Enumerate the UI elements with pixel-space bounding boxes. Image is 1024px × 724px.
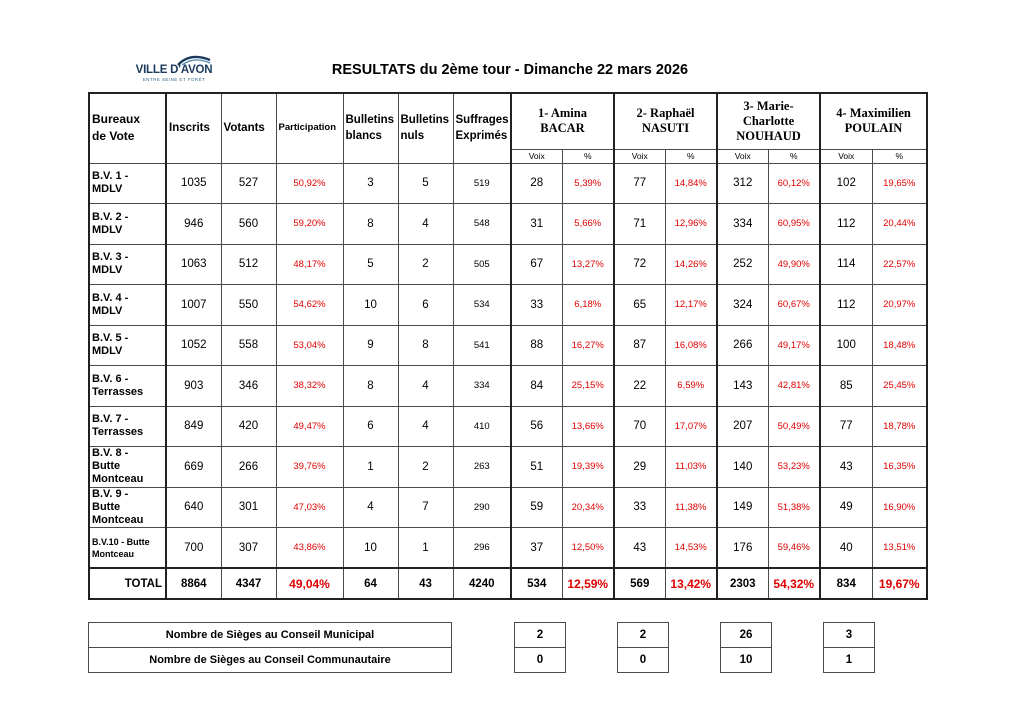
bureau-name: B.V. 5 - MDLV [89,325,166,366]
total-pct: 19,67% [872,568,927,599]
votants-cell: 527 [221,163,276,204]
subheader-voix: Voix [717,149,768,163]
participation-cell: 43,86% [276,528,343,569]
seats-municipal-label: Nombre de Sièges au Conseil Municipal [88,622,452,648]
exprimes-cell: 541 [453,325,511,366]
subheader-voix: Voix [614,149,665,163]
inscrits-cell: 669 [166,447,221,488]
logo-name: VILLE D'AVON [135,64,213,76]
pct-cell: 5,66% [562,204,614,245]
table-row [89,366,927,407]
pct-cell: 12,50% [562,528,614,569]
pct-cell: 42,81% [768,366,820,407]
pct-cell: 60,67% [768,285,820,326]
total-voix: 2303 [717,568,768,599]
inscrits-cell: 946 [166,204,221,245]
table-row [89,285,927,326]
pct-cell: 16,08% [665,325,717,366]
header-blancs: Bulletins blancs [343,93,398,163]
blancs-cell: 1 [343,447,398,488]
total-inscrits: 8864 [166,568,221,599]
nuls-cell: 2 [398,244,453,285]
nuls-cell: 7 [398,487,453,528]
inscrits-cell: 1035 [166,163,221,204]
seats-municipal-nasuti: 2 [617,622,669,648]
voix-cell: 112 [820,204,872,245]
total-blancs: 64 [343,568,398,599]
nuls-cell: 5 [398,163,453,204]
subheader-pct: % [665,149,717,163]
table-row [89,163,927,204]
table-row [89,528,927,569]
pct-cell: 6,59% [665,366,717,407]
participation-cell: 54,62% [276,285,343,326]
voix-cell: 102 [820,163,872,204]
voix-cell: 252 [717,244,768,285]
header-bureaux: Bureaux de Vote [89,93,166,163]
subheader-voix: Voix [820,149,872,163]
voix-cell: 77 [614,163,665,204]
header-votants: Votants [221,93,276,163]
voix-cell: 85 [820,366,872,407]
header-nuls: Bulletins nuls [398,93,453,163]
table-row [89,487,927,528]
pct-cell: 25,15% [562,366,614,407]
total-exprimes: 4240 [453,568,511,599]
subheader-pct: % [768,149,820,163]
voix-cell: 70 [614,406,665,447]
pct-cell: 51,38% [768,487,820,528]
voix-cell: 266 [717,325,768,366]
table-row [89,244,927,285]
votants-cell: 512 [221,244,276,285]
voix-cell: 65 [614,285,665,326]
voix-cell: 88 [511,325,562,366]
candidate-header-poulain: 4- Maximilien POULAIN [820,93,927,149]
table-row [89,204,927,245]
voix-cell: 149 [717,487,768,528]
votants-cell: 301 [221,487,276,528]
results-table [88,92,928,600]
total-pct: 13,42% [665,568,717,599]
pct-cell: 20,97% [872,285,927,326]
pct-cell: 14,53% [665,528,717,569]
voix-cell: 33 [614,487,665,528]
votants-cell: 307 [221,528,276,569]
pct-cell: 17,07% [665,406,717,447]
participation-cell: 48,17% [276,244,343,285]
exprimes-cell: 548 [453,204,511,245]
voix-cell: 37 [511,528,562,569]
page-title: RESULTATS du 2ème tour - Dimanche 22 mars 2026 [331,62,689,78]
total-row [89,568,927,599]
inscrits-cell: 1007 [166,285,221,326]
voix-cell: 29 [614,447,665,488]
voix-cell: 67 [511,244,562,285]
voix-cell: 77 [820,406,872,447]
nuls-cell: 4 [398,366,453,407]
subheader-voix: Voix [511,149,562,163]
bureau-name: B.V. 7 - Terrasses [89,406,166,447]
voix-cell: 22 [614,366,665,407]
inscrits-cell: 1052 [166,325,221,366]
voix-cell: 87 [614,325,665,366]
nuls-cell: 1 [398,528,453,569]
blancs-cell: 8 [343,204,398,245]
exprimes-cell: 410 [453,406,511,447]
inscrits-cell: 849 [166,406,221,447]
pct-cell: 19,65% [872,163,927,204]
pct-cell: 13,51% [872,528,927,569]
voix-cell: 334 [717,204,768,245]
candidate-header-nasuti: 2- Raphaël NASUTI [614,93,717,149]
pct-cell: 50,49% [768,406,820,447]
header-row [89,93,927,149]
table-row [89,447,927,488]
exprimes-cell: 534 [453,285,511,326]
candidate-header-nouhaud: 3- Marie- Charlotte NOUHAUD [717,93,820,149]
participation-cell: 49,47% [276,406,343,447]
pct-cell: 16,27% [562,325,614,366]
pct-cell: 12,96% [665,204,717,245]
pct-cell: 49,17% [768,325,820,366]
pct-cell: 18,78% [872,406,927,447]
pct-cell: 6,18% [562,285,614,326]
exprimes-cell: 334 [453,366,511,407]
seats-municipal-bacar: 2 [514,622,566,648]
seats-communautaire-poulain: 1 [823,647,875,673]
voix-cell: 143 [717,366,768,407]
bureau-name: B.V. 9 - Butte Montceau [89,487,166,528]
pct-cell: 16,35% [872,447,927,488]
pct-cell: 12,17% [665,285,717,326]
total-voix: 534 [511,568,562,599]
voix-cell: 51 [511,447,562,488]
candidate-header-bacar: 1- Amina BACAR [511,93,614,149]
participation-cell: 50,92% [276,163,343,204]
seats-communautaire-label: Nombre de Sièges au Conseil Communautaire [88,647,452,673]
total-pct: 54,32% [768,568,820,599]
voix-cell: 140 [717,447,768,488]
pct-cell: 19,39% [562,447,614,488]
nuls-cell: 4 [398,406,453,447]
bureau-name: B.V. 6 - Terrasses [89,366,166,407]
nuls-cell: 4 [398,204,453,245]
bureau-name: B.V.10 - Butte Montceau [89,528,166,569]
header-participation: Participation [276,93,343,163]
subheader-pct: % [562,149,614,163]
pct-cell: 53,23% [768,447,820,488]
inscrits-cell: 640 [166,487,221,528]
participation-cell: 59,20% [276,204,343,245]
voix-cell: 28 [511,163,562,204]
total-voix: 569 [614,568,665,599]
pct-cell: 13,66% [562,406,614,447]
pct-cell: 60,12% [768,163,820,204]
bureau-name: B.V. 8 - Butte Montceau [89,447,166,488]
total-pct: 12,59% [562,568,614,599]
votants-cell: 266 [221,447,276,488]
pct-cell: 59,46% [768,528,820,569]
voix-cell: 114 [820,244,872,285]
voix-cell: 71 [614,204,665,245]
seats-communautaire-bacar: 0 [514,647,566,673]
total-nuls: 43 [398,568,453,599]
pct-cell: 49,90% [768,244,820,285]
exprimes-cell: 296 [453,528,511,569]
blancs-cell: 10 [343,285,398,326]
blancs-cell: 6 [343,406,398,447]
pct-cell: 14,26% [665,244,717,285]
participation-cell: 47,03% [276,487,343,528]
blancs-cell: 4 [343,487,398,528]
table-row [89,325,927,366]
exprimes-cell: 263 [453,447,511,488]
total-participation: 49,04% [276,568,343,599]
seats-communautaire-nouhaud: 10 [720,647,772,673]
voix-cell: 207 [717,406,768,447]
seats-communautaire-nasuti: 0 [617,647,669,673]
voix-cell: 312 [717,163,768,204]
pct-cell: 25,45% [872,366,927,407]
results-body [89,163,927,568]
bureau-name: B.V. 1 - MDLV [89,163,166,204]
subheader-pct: % [872,149,927,163]
pct-cell: 11,03% [665,447,717,488]
voix-cell: 72 [614,244,665,285]
pct-cell: 20,44% [872,204,927,245]
bureau-name: B.V. 2 - MDLV [89,204,166,245]
votants-cell: 550 [221,285,276,326]
inscrits-cell: 903 [166,366,221,407]
blancs-cell: 5 [343,244,398,285]
voix-cell: 56 [511,406,562,447]
votants-cell: 560 [221,204,276,245]
participation-cell: 39,76% [276,447,343,488]
voix-cell: 43 [614,528,665,569]
voix-cell: 112 [820,285,872,326]
voix-cell: 100 [820,325,872,366]
voix-cell: 31 [511,204,562,245]
exprimes-cell: 290 [453,487,511,528]
blancs-cell: 10 [343,528,398,569]
header-exprimes: Suffrages Exprimés [453,93,511,163]
total-label: TOTAL [89,568,166,599]
pct-cell: 11,38% [665,487,717,528]
pct-cell: 14,84% [665,163,717,204]
pct-cell: 20,34% [562,487,614,528]
pct-cell: 13,27% [562,244,614,285]
seats-municipal-nouhaud: 26 [720,622,772,648]
nuls-cell: 8 [398,325,453,366]
votants-cell: 420 [221,406,276,447]
bureau-name: B.V. 4 - MDLV [89,285,166,326]
total-voix: 834 [820,568,872,599]
votants-cell: 346 [221,366,276,407]
voix-cell: 43 [820,447,872,488]
participation-cell: 53,04% [276,325,343,366]
voix-cell: 49 [820,487,872,528]
voix-cell: 84 [511,366,562,407]
header-inscrits: Inscrits [166,93,221,163]
participation-cell: 38,32% [276,366,343,407]
blancs-cell: 3 [343,163,398,204]
seats-municipal-poulain: 3 [823,622,875,648]
inscrits-cell: 700 [166,528,221,569]
nuls-cell: 2 [398,447,453,488]
blancs-cell: 8 [343,366,398,407]
blancs-cell: 9 [343,325,398,366]
voix-cell: 59 [511,487,562,528]
voix-cell: 40 [820,528,872,569]
voix-cell: 176 [717,528,768,569]
voix-cell: 33 [511,285,562,326]
bureau-name: B.V. 3 - MDLV [89,244,166,285]
inscrits-cell: 1063 [166,244,221,285]
table-row [89,406,927,447]
pct-cell: 5,39% [562,163,614,204]
pct-cell: 60,95% [768,204,820,245]
nuls-cell: 6 [398,285,453,326]
voix-cell: 324 [717,285,768,326]
exprimes-cell: 505 [453,244,511,285]
ville-avon-logo [128,54,220,86]
pct-cell: 18,48% [872,325,927,366]
pct-cell: 16,90% [872,487,927,528]
logo-tagline: ENTRE SEINE ET FORÊT [142,77,206,82]
total-votants: 4347 [221,568,276,599]
votants-cell: 558 [221,325,276,366]
exprimes-cell: 519 [453,163,511,204]
pct-cell: 22,57% [872,244,927,285]
